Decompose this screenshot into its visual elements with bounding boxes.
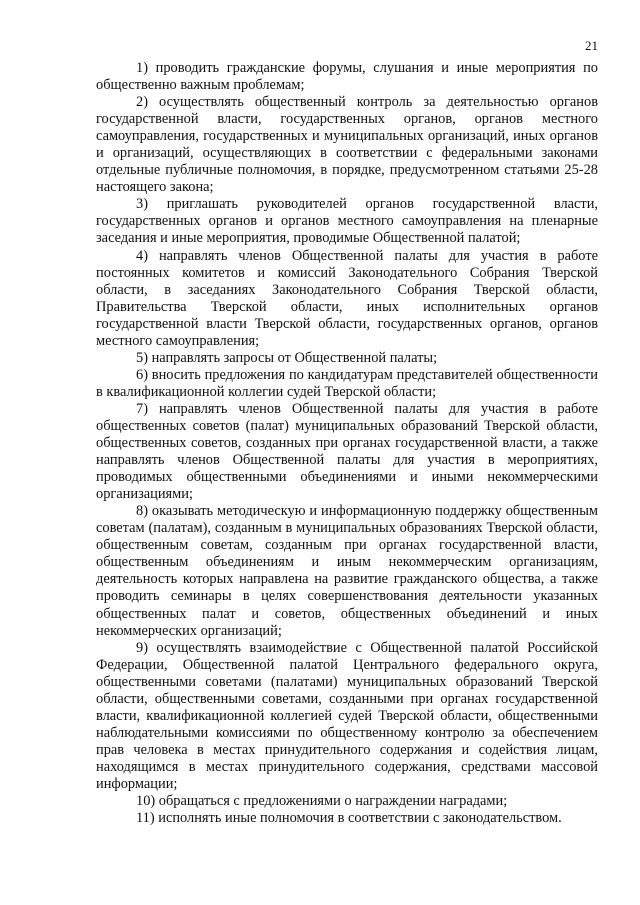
paragraph-11: 11) исполнять иные полномочия в соответствии с законодательством.: [136, 810, 562, 827]
document-body: [96, 60, 598, 827]
paragraph-3: 3) приглашать руководителей органов государственной власти, государственных органов и органов местного самоуправления на пленарные заседания и иные мероприятия, проводимые Общественной палатой;: [96, 196, 598, 247]
paragraph-8: 8) оказывать методическую и информационную поддержку общественным советам (палатам), созданным в муниципальных образованиях Тверской области, общественным советам, созданным при органах государственной власти, общественным объединениям и иным некоммерческим организациям, деятельность которых направлена на развитие гражданского общества, а также проводить семинары в целях совершенствования деятельности указанных общественных палат и советов, общественных объединений и иных некоммерческих организаций;: [96, 503, 598, 639]
paragraph-1: 1) проводить гражданские форумы, слушания и иные мероприятия по общественно важным проблемам;: [96, 60, 598, 94]
paragraph-10: 10) обращаться с предложениями о награждении наградами;: [136, 793, 508, 810]
paragraph-5: 5) направлять запросы от Общественной палаты;: [136, 349, 438, 366]
paragraph-4: 4) направлять членов Общественной палаты для участия в работе постоянных комитетов и комиссий Законодательного Собрания Тверской области, в заседаниях Законодательного Собрания Тверской области, Правительства Тверской области, иных исполнительных органов государственной власти Тверской области, государственных органов, органов местного самоуправления;: [96, 247, 598, 349]
paragraph-2: 2) осуществлять общественный контроль за деятельностью органов государственной власти, государственных органов, органов местного самоуправления, государственных и муниципальных организаций, иных органов и организаций, осуществляющих в соответствии с федеральными законами отдельные публичные полномочия, в порядке, предусмотренном статьями 25-28 настоящего закона;: [96, 94, 598, 196]
paragraph-7: 7) направлять членов Общественной палаты для участия в работе общественных советов (палат) муниципальных образований Тверской области, общественных советов, созданных при органах государственной власти, а также направлять членов Общественной палаты для участия в мероприятиях, проводимых общественными объединениями и иными некоммерческими организациями;: [96, 400, 598, 503]
paragraph-6: 6) вносить предложения по кандидатурам представителей общественности в квалификационной коллегии судей Тверской области;: [96, 366, 598, 400]
paragraph-9: 9) осуществлять взаимодействие с Общественной палатой Российской Федерации, Общественной палатой Центрального федерального округа, общественными советами (палатами) муниципальных образований Тверской области, общественными советами, созданными при органах государственной власти, квалификационной коллегией судей Тверской области, общественными наблюдательными комиссиями по общественному контролю за обеспечением прав человека в местах принудительного содержания и содействия лицам, находящимся в местах принудительного содержания, средствами массовой информации;: [96, 639, 598, 792]
page-number: 21: [585, 38, 598, 53]
